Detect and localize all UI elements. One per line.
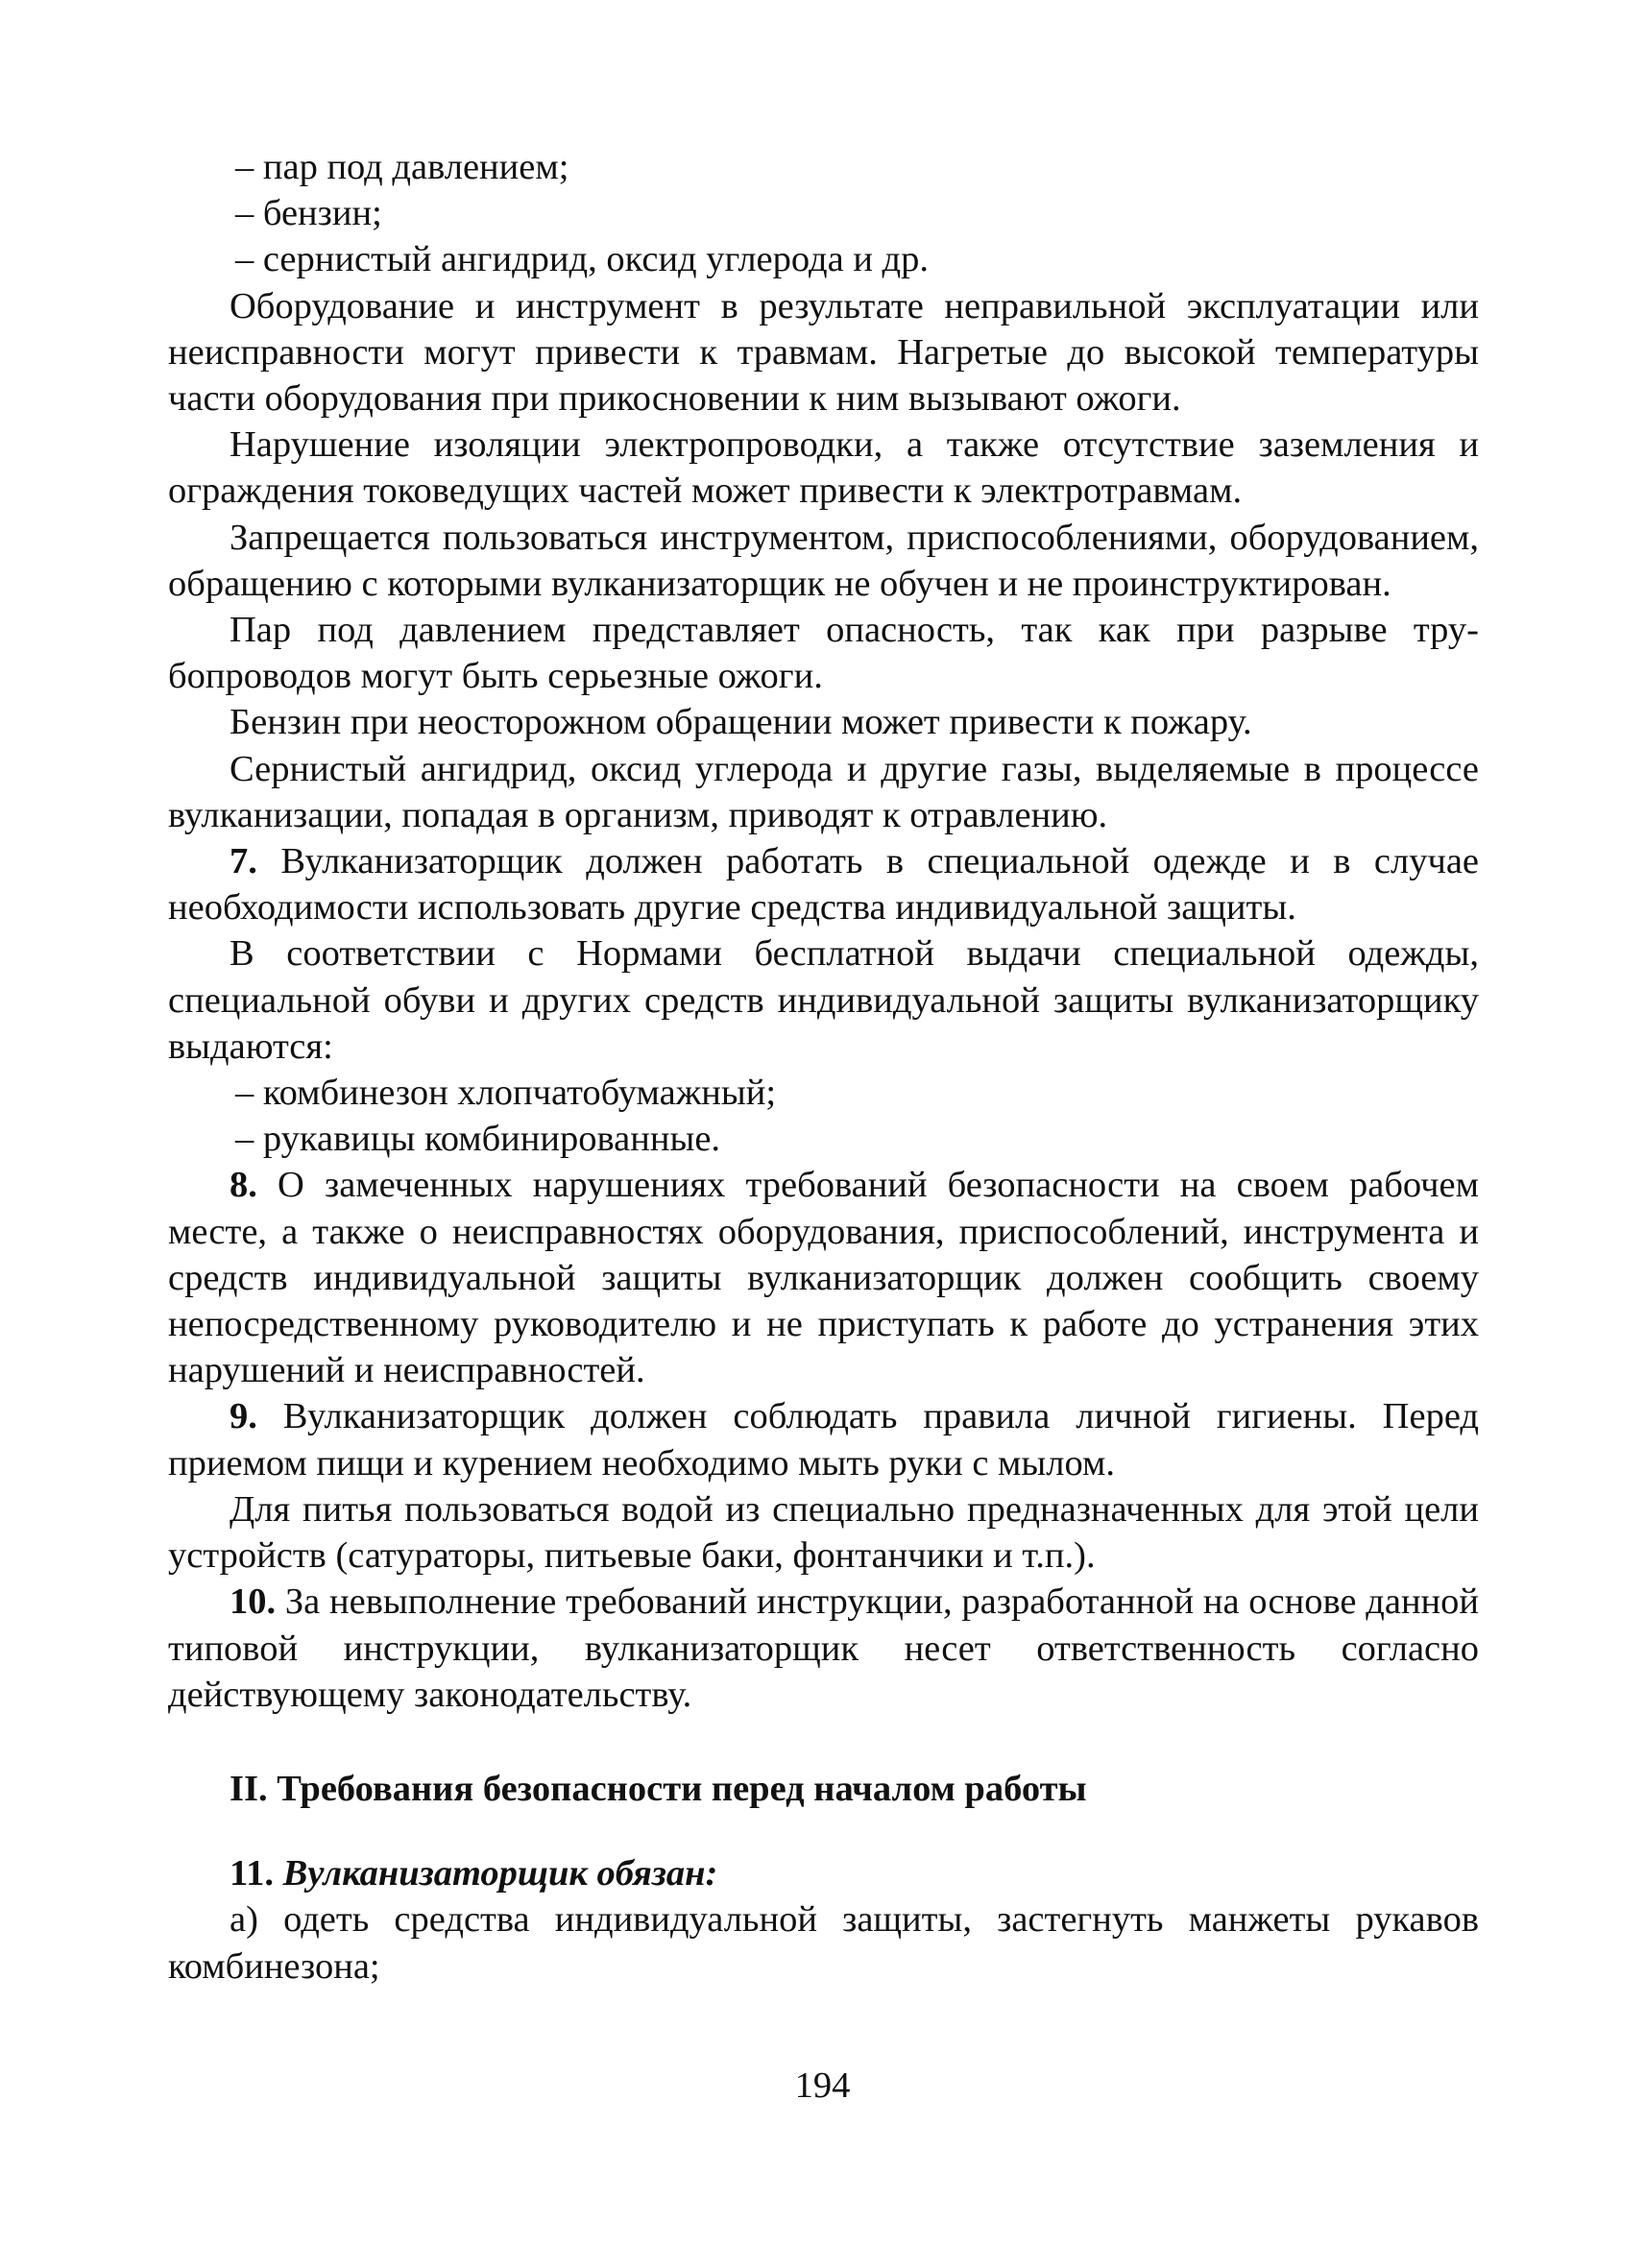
item-number: 7. [230,841,257,882]
numbered-item-7 [168,838,1479,930]
sub-item-a: а) одеть средства индивидуальной защиты, застегнуть манжеты рукавов комбинезона; [168,1899,1479,1987]
paragraph: В соответствии с Нормами бесплатной выдачи специальной одежды, специальной обуви и других средств индивидуальной защиты вулканизаторщику выдаются: [168,933,1479,1067]
spacer [168,1718,1479,1766]
item-lead: Вулканизаторщик обязан: [274,1853,718,1894]
item-number: 11. [230,1853,275,1894]
numbered-item-8 [168,1162,1479,1393]
numbered-item-10 [168,1579,1479,1718]
item-number: 10. [230,1581,277,1623]
list-item: – комбинезон хлопчатобумажный; [235,1073,777,1114]
paragraph: Оборудование и инструмент в результате неправильной эксплуатации или неисправности могут привести к травмам. Нагретые до высокой температуры части оборудования при прикосновении к ним вызывают ожоги. [168,285,1479,420]
list-item: – бензин; [235,193,382,234]
paragraph: Бензин при неосторожном обращении может привести к пожару. [230,702,1252,743]
paragraph: Для питья пользоваться водой из специально предназначенных для этой цели устройств (сатураторы, питьевые баки, фонтанчики и т.п.). [168,1488,1479,1577]
list-item: – рукавицы комбинированные. [235,1119,721,1160]
paragraph: Сернистый ангидрид, оксид углерода и другие газы, выделяемые в процессе вулканизации, попадая в организм, приводят к отравлению. [168,748,1479,835]
item-number: 8. [230,1165,257,1206]
paragraph: Нарушение изоляции электропроводки, а также отсутствие заземления и ограждения токоведущих частей может привести к электротравмам. [168,424,1479,512]
item-text: Вулканизаторщик должен соблюдать правила личной гигиены. Перед приемом пищи и курением необходимо мыть руки с мылом. [168,1396,1479,1484]
numbered-item-11 [168,1850,1479,1896]
section-heading: II. Требования безопасности перед началом работы [230,1768,1087,1809]
page-number: 194 [794,2065,851,2106]
item-text: Вулканизаторщик должен работать в специальной одежде и в случае необходимости использовать другие средства индивидуальной защиты. [168,841,1479,929]
item-text: О замеченных нарушениях требований безопасности на своем рабочем месте, а также о неисправностях оборудования, приспособлений, инструмента и средств индивидуальной защиты вулканизаторщик должен сообщить своему непосредственному руководителю и не приступать к работе до устранения этих нарушений и неисправностей. [168,1165,1479,1391]
paragraph: Пар под давлением представляет опасность, так как при разрыве трубопроводов могут быть серьезные ожоги. [168,610,1479,697]
item-text: За невыполнение требований инструкции, разработанной на основе данной типовой инструкции, вулканизаторщик несет ответственность согласно действующему законодательству. [168,1581,1479,1715]
spacer [168,1812,1479,1850]
paragraph: Запрещается пользоваться инструментом, приспособлениями, оборудованием, обращению с которыми вулканизаторщик не обучен и не проинструктирован. [168,517,1479,604]
item-number: 9. [230,1396,257,1437]
numbered-item-9 [168,1393,1479,1485]
list-item: – пар под давлением; [235,147,569,187]
page-body [168,144,1479,1990]
list-item: – сернистый ангидрид, оксид углерода и др. [235,239,930,280]
